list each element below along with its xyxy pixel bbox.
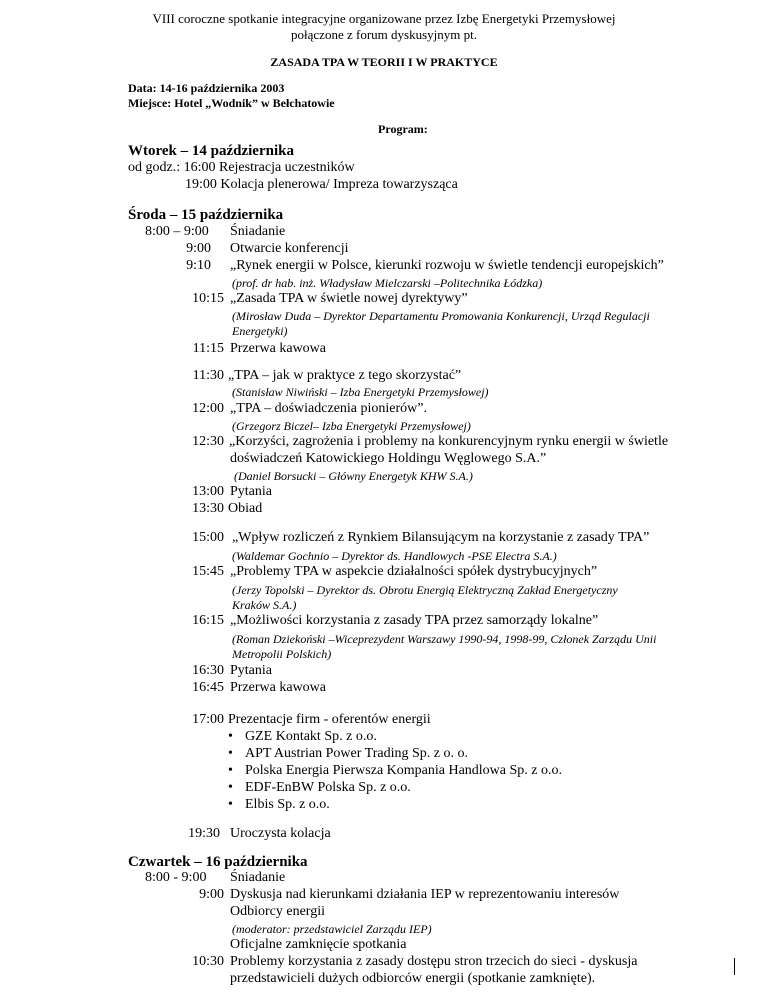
- schedule-item: Uroczysta kolacja: [230, 826, 331, 841]
- schedule-item: „Wpływ rozliczeń z Rynkiem Bilansującym na korzystanie z zasady TPA”: [232, 530, 650, 545]
- schedule-time: 9:00: [199, 887, 224, 902]
- day-heading-wednesday: Środa – 15 października: [128, 207, 284, 223]
- schedule-item: „TPA – doświadczenia pionierów”.: [230, 401, 427, 416]
- schedule-item-continued: Oficjalne zamknięcie spotkania: [230, 937, 407, 952]
- speaker-note: (Daniel Borsucki – Główny Energetyk KHW S.A.): [234, 469, 473, 483]
- schedule-item: „Problemy TPA w aspekcie działalności spółek dystrybucyjnych”: [230, 564, 598, 579]
- change-bar: [734, 958, 735, 975]
- schedule-time: 12:00: [192, 401, 224, 416]
- schedule-item: Obiad: [228, 501, 263, 516]
- schedule-time: 16:15: [192, 613, 224, 628]
- schedule-time: 15:45: [192, 564, 224, 579]
- speaker-note: (Roman Dziekoński –Wiceprezydent Warszawy 1990-94, 1998-99, Członek Zarządu Unii: [232, 632, 657, 646]
- schedule-item: Śniadanie: [230, 224, 286, 239]
- bullet-icon: •: [228, 746, 233, 761]
- bullet-icon: •: [228, 780, 233, 795]
- speaker-note: Energetyki): [232, 324, 288, 338]
- schedule-item: Prezentacje firm - oferentów energii: [228, 712, 431, 727]
- event-date: Data: 14-16 października 2003: [128, 81, 285, 95]
- program-label: Program:: [378, 122, 428, 136]
- day-heading-tuesday: Wtorek – 14 października: [128, 143, 294, 159]
- firm-list-item: GZE Kontakt Sp. z o.o.: [245, 729, 377, 744]
- speaker-note: (Stanisław Niwiński – Izba Energetyki Przemysłowej): [232, 385, 489, 399]
- schedule-time: 9:00: [186, 241, 211, 256]
- firm-list-item: Polska Energia Pierwsza Kompania Handlowa Sp. z o.o.: [245, 763, 563, 778]
- header-line-1: VIII coroczne spotkanie integracyjne organizowane przez Izbę Energetyki Przemysłowej: [152, 11, 616, 26]
- moderator-note: (moderator: przedstawiciel Zarządu IEP): [232, 922, 432, 936]
- speaker-note: Kraków S.A.): [232, 598, 297, 612]
- speaker-note: (Jerzy Topolski – Dyrektor ds. Obrotu Energią Elektryczną Zakład Energetyczny: [232, 583, 618, 597]
- schedule-time: 10:15: [192, 291, 224, 306]
- bullet-icon: •: [228, 729, 233, 744]
- schedule-item-continued: Odbiorcy energii: [230, 904, 325, 919]
- schedule-time: 11:30: [192, 368, 224, 383]
- schedule-item: Otwarcie konferencji: [230, 241, 349, 256]
- schedule-time: 16:30: [192, 663, 224, 678]
- firm-list-item: APT Austrian Power Trading Sp. z o. o.: [245, 746, 468, 761]
- schedule-item-continued: przedstawicieli dużych odbiorców energii (spotkanie zamknięte).: [230, 971, 596, 986]
- schedule-time: 11:15: [192, 341, 224, 356]
- schedule-item: Przerwa kawowa: [230, 341, 327, 356]
- schedule-item: Pytania: [230, 484, 272, 499]
- schedule-item: Problemy korzystania z zasady dostępu stron trzecich do sieci - dyskusja: [230, 954, 638, 969]
- event-place: Miejsce: Hotel „Wodnik” w Bełchatowie: [128, 96, 335, 110]
- schedule-item: „Korzyści, zagrożenia i problemy na konkurencyjnym rynku energii w świetle: [229, 434, 669, 449]
- schedule-item: Dyskusja nad kierunkami działania IEP w reprezentowaniu interesów: [230, 887, 620, 902]
- document-title: ZASADA TPA W TEORII I W PRAKTYCE: [270, 55, 498, 69]
- schedule-time: 13:00: [192, 484, 224, 499]
- firm-list-item: EDF-EnBW Polska Sp. z o.o.: [245, 780, 411, 795]
- speaker-note: (Grzegorz Biczel– Izba Energetyki Przemysłowej): [232, 419, 471, 433]
- schedule-time: 9:10: [186, 258, 211, 273]
- day-heading-thursday: Czwartek – 16 października: [128, 854, 308, 870]
- schedule-time: 17:00: [192, 712, 224, 727]
- schedule-item: Śniadanie: [230, 870, 286, 885]
- schedule-item: „Zasada TPA w świetle nowej dyrektywy”: [230, 291, 468, 306]
- schedule-time: 10:30: [192, 954, 224, 969]
- firm-list-item: Elbis Sp. z o.o.: [245, 797, 330, 812]
- schedule-time: 19:30: [188, 826, 220, 841]
- schedule-time: 16:45: [192, 680, 224, 695]
- schedule-item: „Możliwości korzystania z zasady TPA przez samorządy lokalne”: [230, 613, 599, 628]
- speaker-note: (Waldemar Gochnio – Dyrektor ds. Handlowych -PSE Electra S.A.): [232, 549, 557, 563]
- schedule-time: 13:30: [192, 501, 224, 516]
- schedule-item-continued: doświadczeń Katowickiego Holdingu Węglowego S.A.”: [230, 451, 547, 466]
- schedule-item: „Rynek energii w Polsce, kierunki rozwoju w świetle tendencji europejskich”: [230, 258, 664, 273]
- speaker-note: (prof. dr hab. inż. Władysław Mielczarski –Politechnika Łódzka): [232, 276, 543, 290]
- tuesday-row-dinner: 19:00 Kolacja plenerowa/ Impreza towarzysząca: [185, 177, 458, 192]
- tuesday-row-registration: od godz.: 16:00 Rejestracja uczestników: [128, 160, 355, 175]
- schedule-time: 8:00 - 9:00: [145, 870, 207, 885]
- schedule-time: 15:00: [192, 530, 224, 545]
- bullet-icon: •: [228, 763, 233, 778]
- schedule-time: 8:00 – 9:00: [145, 224, 209, 239]
- speaker-note: Metropolii Polskich): [232, 647, 332, 661]
- schedule-item: Przerwa kawowa: [230, 680, 327, 695]
- speaker-note: (Mirosław Duda – Dyrektor Departamentu Promowania Konkurencji, Urząd Regulacji: [232, 309, 650, 323]
- schedule-time: 12:30: [192, 434, 224, 449]
- header-line-2: połączone z forum dyskusyjnym pt.: [291, 27, 477, 42]
- bullet-icon: •: [228, 797, 233, 812]
- schedule-item: „TPA – jak w praktyce z tego skorzystać”: [228, 368, 462, 383]
- schedule-item: Pytania: [230, 663, 272, 678]
